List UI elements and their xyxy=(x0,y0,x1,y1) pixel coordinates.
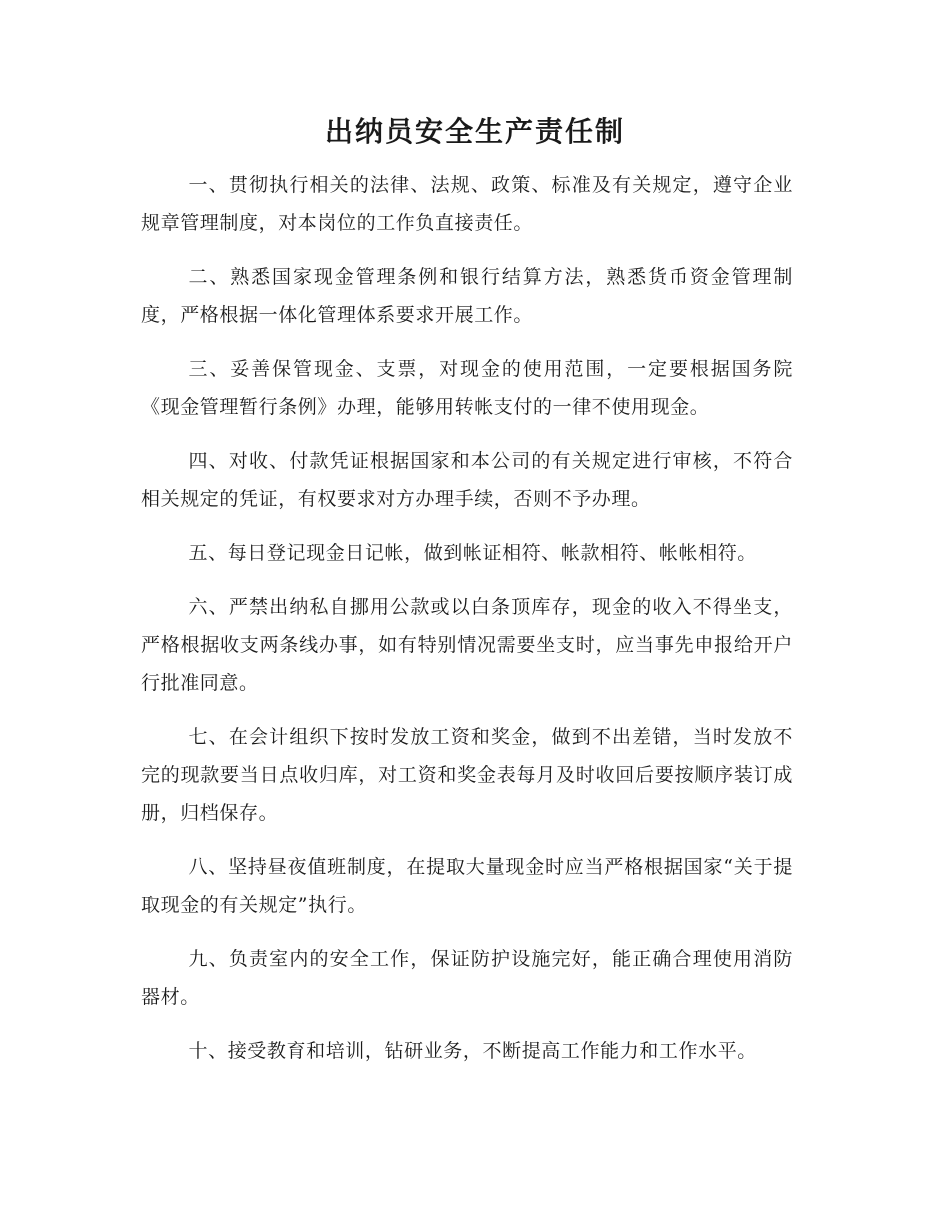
paragraph-3: 三、妥善保管现金、支票，对现金的使用范围，一定要根据国务院《现金管理暂行条例》办理，能够用转帐支付的一律不使用现金。 xyxy=(141,358,793,418)
document-body xyxy=(141,166,793,1086)
document-title: 出纳员安全生产责任制 xyxy=(324,115,625,148)
paragraph-5: 五、每日登记现金日记帐，做到帐证相符、帐款相符、帐帐相符。 xyxy=(188,542,757,564)
paragraph-6: 六、严禁出纳私自挪用公款或以白条顶库存，现金的收入不得坐支，严格根据收支两条线办事，如有特别情况需要坐支时，应当事先申报给开户行批准同意。 xyxy=(141,596,793,694)
paragraph-1: 一、贯彻执行相关的法律、法规、政策、标准及有关规定，遵守企业规章管理制度，对本岗位的工作负直接责任。 xyxy=(141,174,793,234)
paragraph-8: 八、坚持昼夜值班制度，在提取大量现金时应当严格根据国家“关于提取现金的有关规定”执行。 xyxy=(141,856,793,916)
paragraph-2: 二、熟悉国家现金管理条例和银行结算方法，熟悉货币资金管理制度，严格根据一体化管理体系要求开展工作。 xyxy=(141,266,793,326)
paragraph-7: 七、在会计组织下按时发放工资和奖金，做到不出差错，当时发放不完的现款要当日点收归库，对工资和奖金表每月及时收回后要按顺序装订成册，归档保存。 xyxy=(141,726,793,824)
paragraph-4: 四、对收、付款凭证根据国家和本公司的有关规定进行审核，不符合相关规定的凭证，有权要求对方办理手续，否则不予办理。 xyxy=(141,450,793,510)
paragraph-10: 十、接受教育和培训，钻研业务，不断提高工作能力和工作水平。 xyxy=(188,1040,757,1062)
paragraph-9: 九、负责室内的安全工作，保证防护设施完好，能正确合理使用消防器材。 xyxy=(141,948,793,1008)
